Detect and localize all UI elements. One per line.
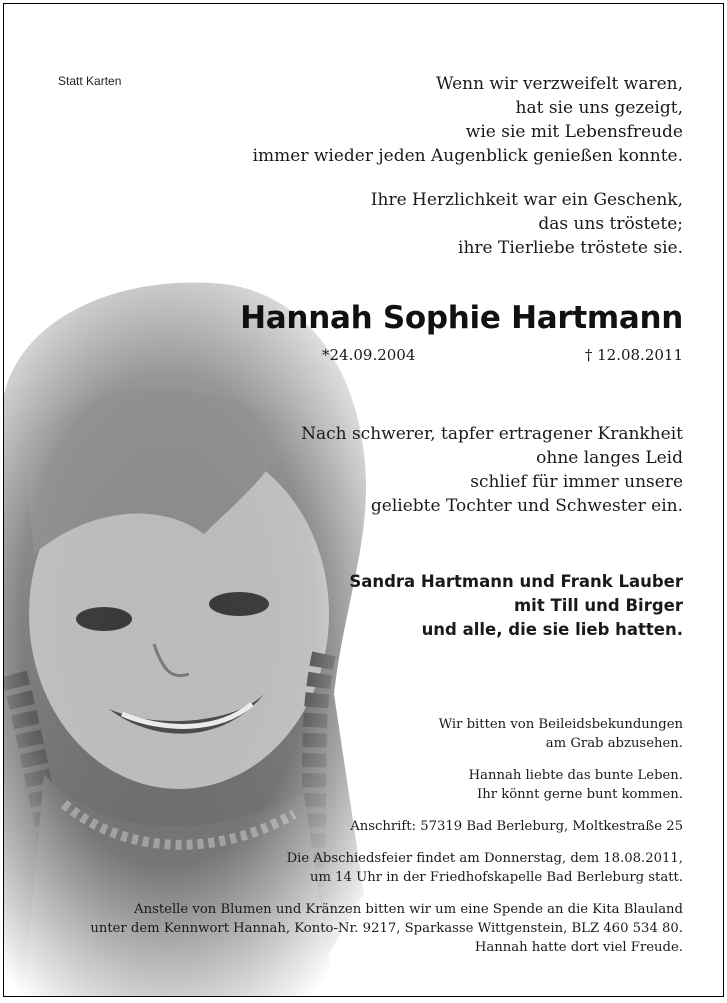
note-line: um 14 Uhr in der Friedhofskapelle Bad Berleburg statt. [309,870,683,885]
poem-line: Ihre Herzlichkeit war ein Geschenk, [370,190,683,210]
note-line: Hannah hatte dort viel Freude. [474,940,683,955]
donation-note [90,900,683,957]
note-line: Wir bitten von Beileidsbekundungen [438,717,683,732]
note-line: Hannah liebte das bunte Leben. [468,768,683,783]
poem [253,72,683,280]
poem-line: hat sie uns gezeigt, [515,98,683,118]
notes [90,715,683,970]
family-line: Sandra Hartmann und Frank Lauber [349,572,683,591]
family-line: und alle, die sie lieb hatten. [421,620,683,639]
mourning-text [301,422,683,518]
deceased-name: Hannah Sophie Hartmann [240,300,683,336]
statt-karten-label: Statt Karten [58,74,122,88]
address-note [90,817,683,836]
poem-line: immer wieder jeden Augenblick genießen konnte. [252,146,683,166]
note-line: Anstelle von Blumen und Kränzen bitten wir um eine Spende an die Kita Blauland [134,902,683,917]
poem-stanza-1 [253,72,683,168]
note-line: unter dem Kennwort Hannah, Konto-Nr. 9217, Sparkasse Wittgenstein, BLZ 460 534 80. [90,921,683,936]
mourning-line: Nach schwerer, tapfer ertragener Krankheit [301,424,683,444]
birth-date: *24.09.2004 [322,346,416,364]
condolences-note [90,715,683,753]
ceremony-note [90,849,683,887]
colorful-note [90,766,683,804]
family-line: mit Till und Birger [513,596,683,615]
death-date: † 12.08.2011 [584,346,683,364]
poem-line: ihre Tierliebe tröstete sie. [458,238,683,258]
poem-stanza-2 [253,188,683,260]
note-line: Ihr könnt gerne bunt kommen. [477,787,683,802]
mourning-line: geliebte Tochter und Schwester ein. [370,496,683,516]
life-dates [322,346,683,364]
poem-line: Wenn wir verzweifelt waren, [435,74,683,94]
poem-line: wie sie mit Lebensfreude [465,122,683,142]
family-signature [349,570,683,642]
mourning-line: ohne langes Leid [536,448,683,468]
mourning-line: schlief für immer unsere [470,472,683,492]
address-line: Anschrift: 57319 Bad Berleburg, Moltkestraße 25 [350,819,683,834]
note-line: am Grab abzusehen. [545,736,683,751]
poem-line: das uns tröstete; [538,214,683,234]
note-line: Die Abschiedsfeier findet am Donnerstag, dem 18.08.2011, [286,851,683,866]
obituary-notice [3,3,724,997]
